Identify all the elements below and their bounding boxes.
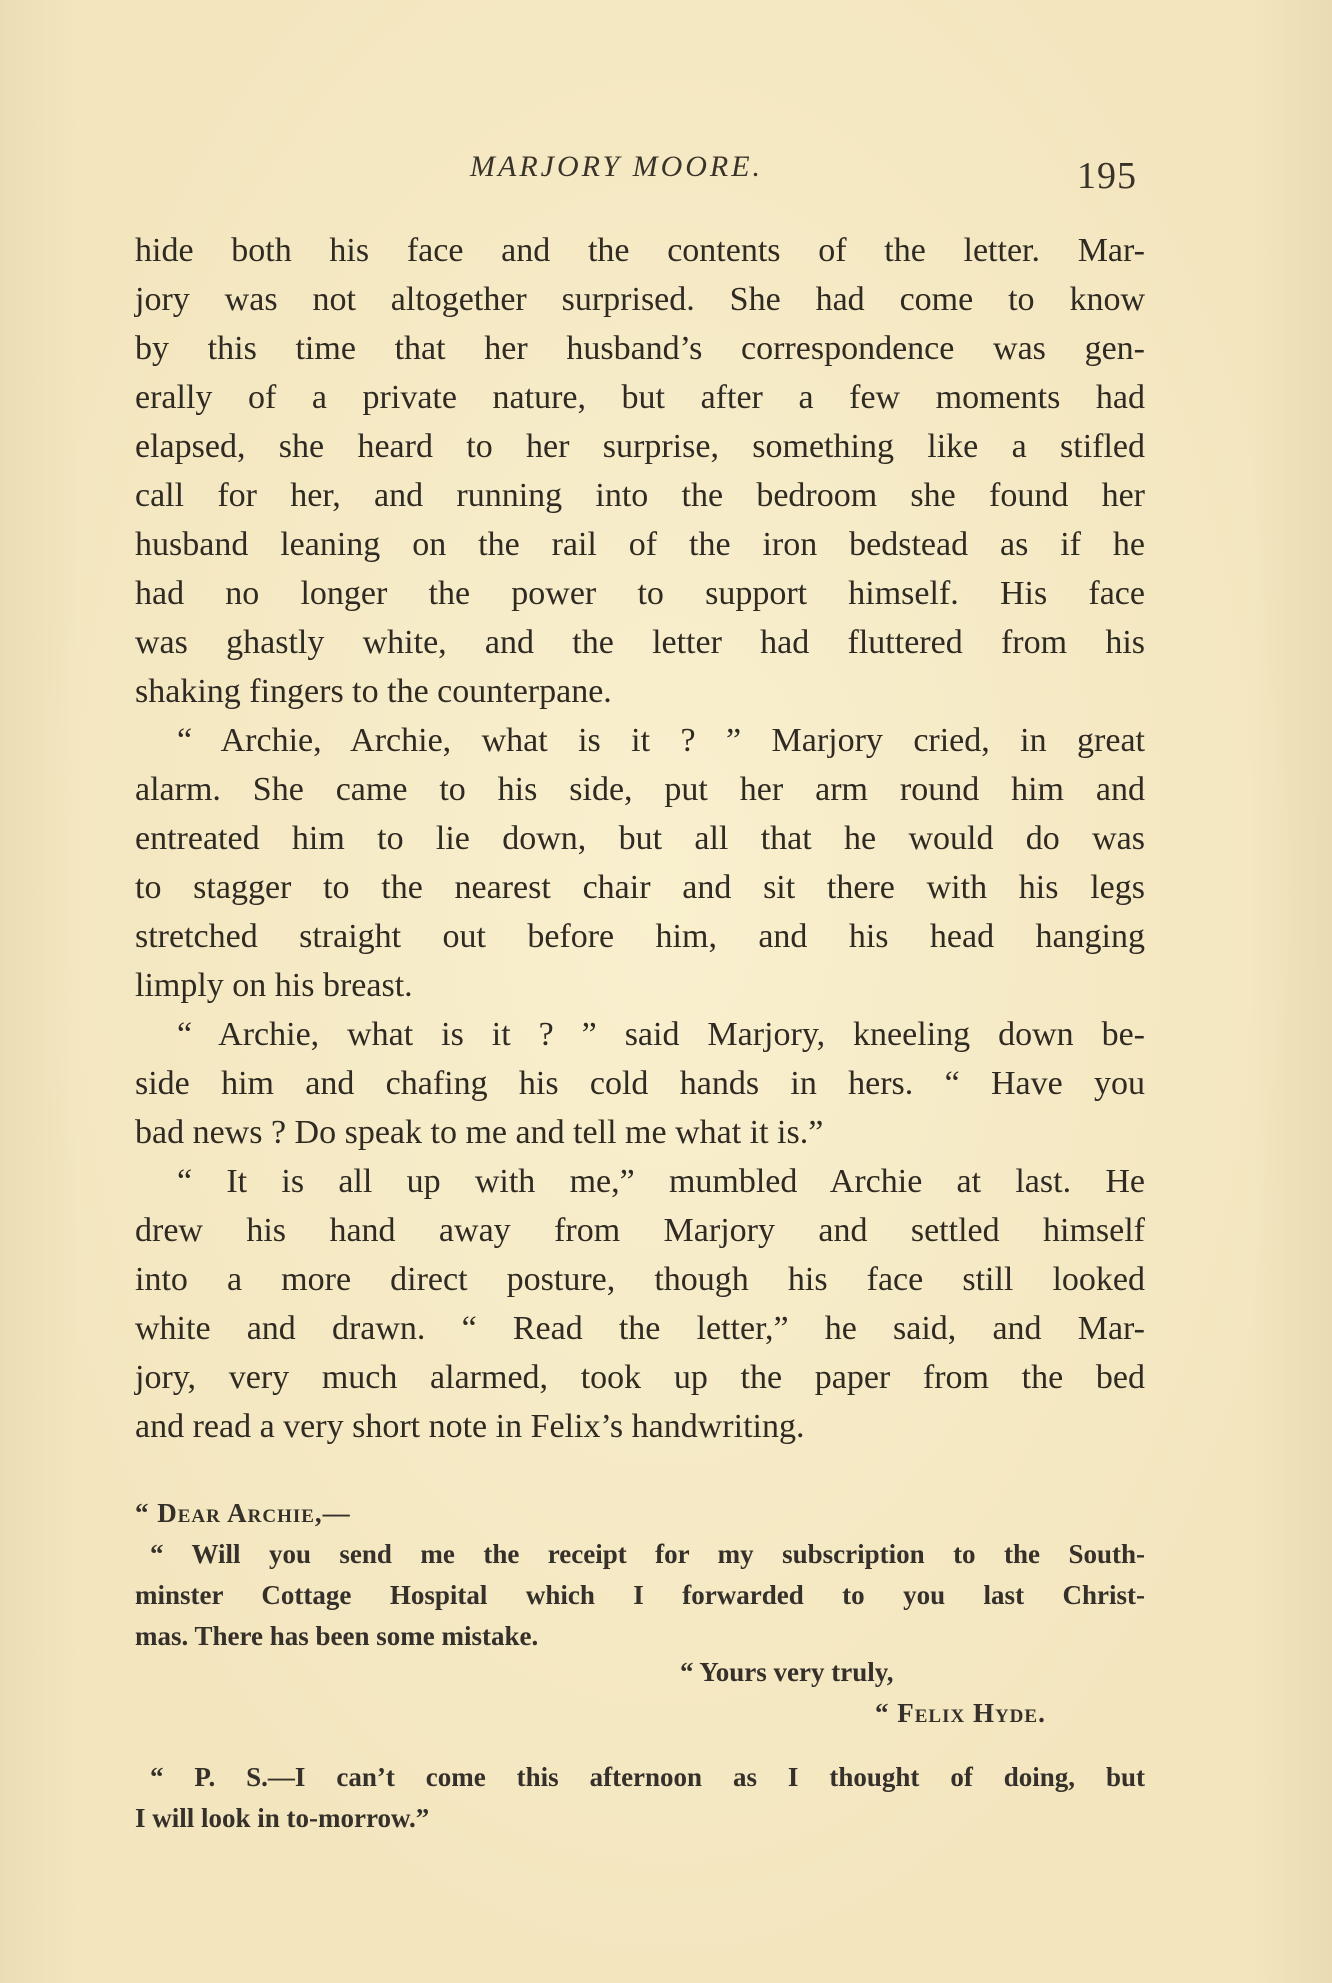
- body-line: “ Archie, what is it ? ” said Marjory, kneeling down be-: [177, 1016, 1145, 1053]
- body-line: to stagger to the nearest chair and sit there with his legs: [135, 869, 1145, 906]
- body-text: [135, 226, 1145, 1451]
- postscript-line: I will look in to-morrow.”: [135, 1803, 430, 1833]
- letter-signature-row: [135, 1698, 1145, 1739]
- body-line: elapsed, she heard to her surprise, something like a stifled: [135, 428, 1145, 465]
- body-line: was ghastly white, and the letter had fluttered from his: [135, 624, 1145, 661]
- page-number: 195: [1077, 155, 1137, 197]
- letter-postscript: [135, 1757, 1145, 1839]
- body-line: “ It is all up with me,” mumbled Archie at last. He: [177, 1163, 1145, 1200]
- body-line: drew his hand away from Marjory and settled himself: [135, 1212, 1145, 1249]
- quoted-letter: [135, 1493, 1145, 1739]
- body-line: by this time that her husband’s correspondence was gen-: [135, 330, 1145, 367]
- body-line: bad news ? Do speak to me and tell me what it is.”: [135, 1114, 824, 1151]
- body-line: side him and chafing his cold hands in hers. “ Have you: [135, 1065, 1145, 1102]
- letter-closing-row: [135, 1657, 1145, 1698]
- body-line: limply on his breast.: [135, 967, 413, 1004]
- letter-closing: “ Yours very truly,: [680, 1657, 894, 1687]
- body-line: alarm. She came to his side, put her arm round him and: [135, 771, 1145, 808]
- body-line: and read a very short note in Felix’s handwriting.: [135, 1408, 805, 1445]
- letter-salutation: “ Dear Archie,—: [135, 1498, 351, 1528]
- body-line: hide both his face and the contents of the letter. Mar-: [135, 232, 1145, 269]
- body-line: call for her, and running into the bedroom she found her: [135, 477, 1145, 514]
- body-line: into a more direct posture, though his face still looked: [135, 1261, 1145, 1298]
- body-line: husband leaning on the rail of the iron bedstead as if he: [135, 526, 1145, 563]
- running-head-title: MARJORY MOORE.: [470, 150, 764, 183]
- body-line: erally of a private nature, but after a few moments had: [135, 379, 1145, 416]
- letter-signature: “ Felix Hyde.: [875, 1698, 1046, 1728]
- body-line: “ Archie, Archie, what is it ? ” Marjory cried, in great: [177, 722, 1145, 759]
- letter-line: mas. There has been some mistake.: [135, 1621, 539, 1651]
- body-line: entreated him to lie down, but all that he would do was: [135, 820, 1145, 857]
- body-line: stretched straight out before him, and his head hanging: [135, 918, 1145, 955]
- letter-line: minster Cottage Hospital which I forwarded to you last Christ-: [135, 1580, 1145, 1610]
- body-line: jory, very much alarmed, took up the paper from the bed: [135, 1359, 1145, 1396]
- body-line: shaking fingers to the counterpane.: [135, 673, 612, 710]
- body-line: jory was not altogether surprised. She had come to know: [135, 281, 1145, 318]
- body-line: white and drawn. “ Read the letter,” he said, and Mar-: [135, 1310, 1145, 1347]
- body-line: had no longer the power to support himself. His face: [135, 575, 1145, 612]
- letter-line: “ Will you send me the receipt for my subscription to the South-: [150, 1539, 1145, 1569]
- postscript-line: “ P. S.—I can’t come this afternoon as I thought of doing, but: [150, 1762, 1145, 1792]
